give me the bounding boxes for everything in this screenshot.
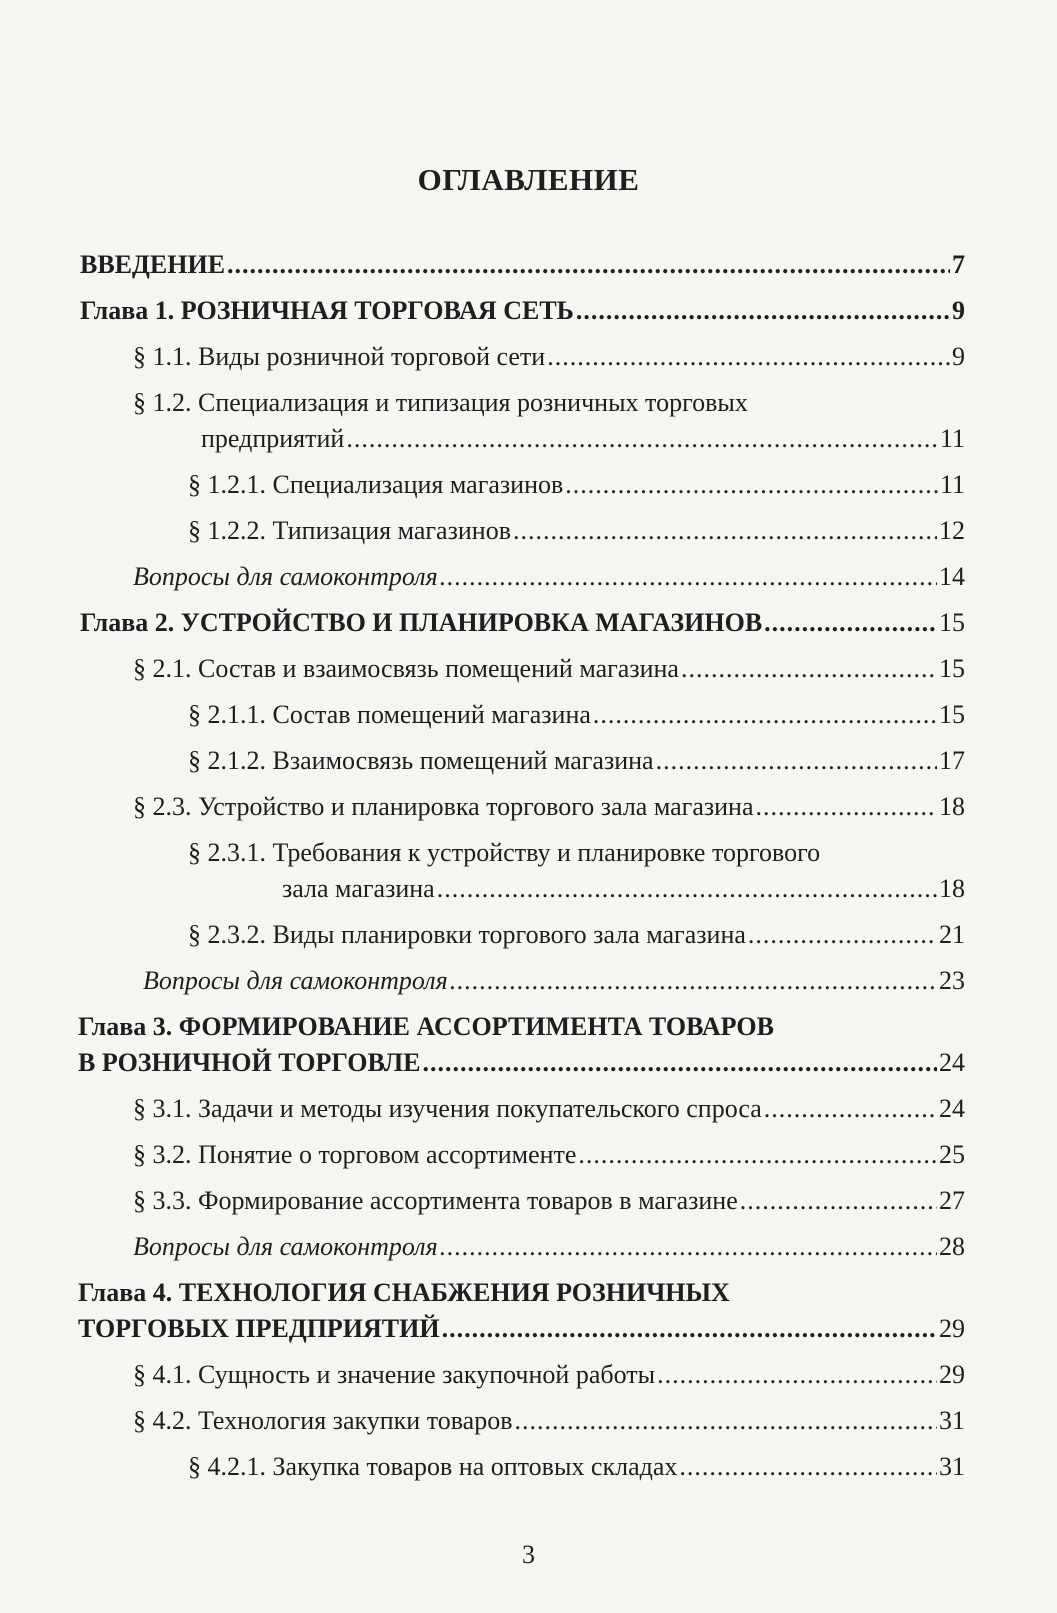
leader-dots — [346, 424, 938, 454]
toc-entry-page: 28 — [939, 1232, 965, 1261]
toc-entry-text: Вопросы для самоконтроля — [133, 562, 438, 591]
toc-entry — [133, 1406, 965, 1436]
toc-entry-page: 15 — [939, 654, 965, 683]
toc-entry-text: § 3.3. Формирование ассортимента товаров в магазине — [133, 1186, 738, 1215]
toc-entry-text: § 2.1.1. Состав помещений магазина — [188, 700, 591, 729]
toc-entry-first-line: § 1.2. Специализация и типизация розничных торговых — [133, 388, 748, 417]
toc-entry — [133, 388, 965, 454]
toc-entry — [188, 746, 965, 776]
toc-entry-page: 24 — [939, 1048, 965, 1077]
toc-entry-text: § 4.2.1. Закупка товаров на оптовых складах — [188, 1452, 678, 1481]
toc-entry — [143, 966, 965, 996]
leader-dots — [513, 516, 937, 546]
leader-dots — [440, 1232, 937, 1262]
leader-dots — [679, 1452, 937, 1482]
leader-dots — [440, 562, 937, 592]
toc-entry-page: 25 — [939, 1140, 965, 1169]
leader-dots — [437, 874, 937, 904]
toc-entry-text: § 2.1.2. Взаимосвязь помещений магазина — [188, 746, 654, 775]
toc-entry — [80, 608, 965, 638]
toc-entry — [188, 920, 965, 950]
leader-dots — [740, 1186, 937, 1216]
toc-entry-text: ТОРГОВЫХ ПРЕДПРИЯТИЙ — [78, 1314, 440, 1343]
toc-entry-text: § 4.2. Технология закупки товаров — [133, 1406, 513, 1435]
toc-entry-page: 9 — [952, 296, 965, 325]
leader-dots — [593, 700, 937, 730]
leader-dots — [764, 608, 937, 638]
page-title: ОГЛАВЛЕНИЕ — [417, 162, 640, 197]
toc-entry — [133, 792, 965, 822]
toc-entry-page: 7 — [952, 250, 965, 279]
toc-entry-text: Вопросы для самоконтроля — [133, 1232, 438, 1261]
leader-dots — [656, 746, 937, 776]
toc-entry-text: § 4.1. Сущность и значение закупочной работы — [133, 1360, 656, 1389]
leader-dots — [764, 1094, 937, 1124]
toc-entry-page: 21 — [939, 920, 965, 949]
leader-dots — [450, 966, 937, 996]
toc-entry-page: 9 — [952, 342, 965, 371]
toc-entry-first-line: § 2.3.1. Требования к устройству и планировке торгового — [188, 838, 821, 867]
toc-entry-page: 23 — [939, 966, 965, 995]
leader-dots — [565, 470, 938, 500]
toc-entry — [80, 296, 965, 326]
toc-entry-page: 29 — [939, 1360, 965, 1389]
toc-entry-text: § 1.2.1. Специализация магазинов — [188, 470, 564, 499]
toc-entry — [188, 470, 965, 500]
toc-entry-text: § 1.1. Виды розничной торговой сети — [133, 342, 546, 371]
leader-dots — [423, 1048, 937, 1078]
leader-dots — [514, 1406, 937, 1436]
toc-entry-page: 15 — [939, 608, 965, 637]
toc-entry-text: § 1.2.2. Типизация магазинов — [188, 516, 511, 545]
toc-entry — [133, 654, 965, 684]
toc-entry — [188, 516, 965, 546]
toc-entry-page: 11 — [939, 470, 965, 499]
toc-entry-page: 24 — [939, 1094, 965, 1123]
toc-entry — [133, 1186, 965, 1216]
toc-entry — [80, 250, 965, 280]
toc-entry-text: Глава 1. РОЗНИЧНАЯ ТОРГОВАЯ СЕТЬ — [80, 296, 574, 325]
toc-entry-text: § 2.1. Состав и взаимосвязь помещений магазина — [133, 654, 679, 683]
toc-entry-text: В РОЗНИЧНОЙ ТОРГОВЛЕ — [78, 1048, 421, 1077]
toc-entry — [188, 700, 965, 730]
toc-entry-text: предприятий — [201, 424, 345, 453]
toc-entry — [133, 1360, 965, 1390]
toc-entry-page: 31 — [939, 1406, 965, 1435]
toc-entry — [78, 1012, 965, 1078]
toc-entry — [78, 1278, 965, 1344]
toc-entry-text: § 3.2. Понятие о торговом ассортименте — [133, 1140, 577, 1169]
leader-dots — [578, 1140, 937, 1170]
toc-entry-page: 17 — [939, 746, 965, 775]
leader-dots — [748, 920, 937, 950]
toc-entry — [133, 562, 965, 592]
toc-entry — [188, 1452, 965, 1482]
toc-entry — [133, 342, 965, 372]
toc-entry — [133, 1094, 965, 1124]
toc-entry-text: зала магазина — [282, 874, 435, 903]
toc-entry — [133, 1232, 965, 1262]
toc-entry-text: § 2.3. Устройство и планировка торгового зала магазина — [133, 792, 754, 821]
toc-entry — [133, 1140, 965, 1170]
toc-entry-page: 31 — [939, 1452, 965, 1481]
leader-dots — [576, 296, 950, 326]
leader-dots — [547, 342, 950, 372]
toc-entry-page: 14 — [939, 562, 965, 591]
toc-entry-page: 29 — [939, 1314, 965, 1343]
toc-entry-page: 18 — [939, 874, 965, 903]
toc-entry-text: Вопросы для самоконтроля — [143, 966, 448, 995]
leader-dots — [442, 1314, 937, 1344]
leader-dots — [227, 250, 950, 280]
toc-entry-page: 12 — [939, 516, 965, 545]
toc-entry-text: ВВЕДЕНИЕ — [80, 250, 226, 279]
leader-dots — [657, 1360, 937, 1390]
leader-dots — [681, 654, 937, 684]
toc-entry-text: § 3.1. Задачи и методы изучения покупательского спроса — [133, 1094, 762, 1123]
leader-dots — [756, 792, 937, 822]
toc-entry-page: 15 — [939, 700, 965, 729]
toc-entry-page: 27 — [939, 1186, 965, 1215]
toc-entry-text: Глава 2. УСТРОЙСТВО И ПЛАНИРОВКА МАГАЗИНОВ — [80, 608, 763, 637]
page-number: 3 — [522, 1540, 535, 1569]
toc-entry-page: 11 — [939, 424, 965, 453]
toc-entry-text: § 2.3.2. Виды планировки торгового зала магазина — [188, 920, 746, 949]
toc-entry — [188, 838, 965, 904]
toc-entry-first-line: Глава 4. ТЕХНОЛОГИЯ СНАБЖЕНИЯ РОЗНИЧНЫХ — [78, 1278, 730, 1307]
toc-entry-first-line: Глава 3. ФОРМИРОВАНИЕ АССОРТИМЕНТА ТОВАРОВ — [78, 1012, 774, 1041]
toc-entry-page: 18 — [939, 792, 965, 821]
